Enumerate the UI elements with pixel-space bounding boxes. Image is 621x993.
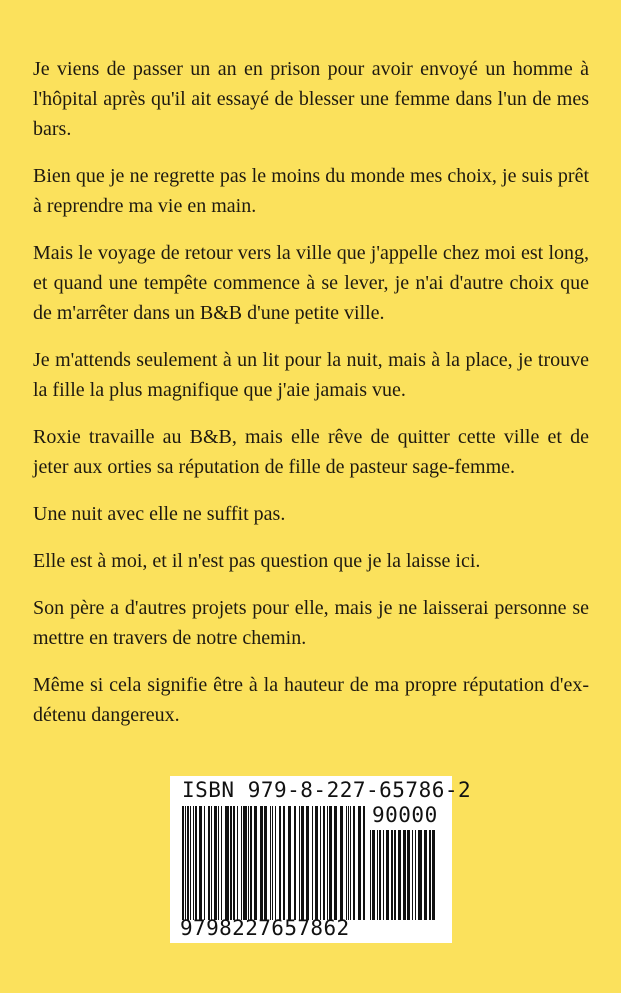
blurb-paragraph: Même si cela signifie être à la hauteur de ma propre réputation d'ex-détenu dangereux. <box>33 674 589 726</box>
barcode-bars <box>182 806 366 920</box>
barcode-bar <box>254 806 257 920</box>
blurb-paragraph: Elle est à moi, et il n'est pas question que je la laisse ici. <box>33 550 481 572</box>
barcode-bar <box>340 806 343 920</box>
barcode-bar <box>383 830 384 920</box>
barcode-bar <box>329 806 332 920</box>
barcode-bar <box>379 830 381 920</box>
barcode-bar <box>195 806 197 920</box>
barcode-bar <box>398 830 401 920</box>
barcode-bar <box>211 806 212 920</box>
blurb-paragraph: Bien que je ne regrette pas le moins du monde mes choix, je suis prêt à reprendre ma vie en main. <box>33 165 589 217</box>
barcode-bar <box>327 806 328 920</box>
back-cover-blurb <box>33 54 589 747</box>
barcode-bar <box>415 830 416 920</box>
blurb-paragraph: Son père a d'autres projets pour elle, mais je ne laisserai personne se mettre en travers de notre chemin. <box>33 597 589 649</box>
blurb-paragraph: Je viens de passer un an en prison pour avoir envoyé un homme à l'hôpital après qu'il ait essayé de blesser une femme dans l'un de mes bars. <box>33 58 589 140</box>
price-code: 90000 <box>372 803 438 827</box>
barcode-bar <box>424 830 427 920</box>
barcode-bar <box>370 830 371 920</box>
barcode-bar <box>214 806 217 920</box>
blurb-paragraph: Roxie travaille au B&B, mais elle rêve de quitter cette ville et de jeter aux orties sa réputation de fille de pasteur sage-femme. <box>33 426 589 478</box>
barcode-bar <box>407 830 410 920</box>
barcode-bar <box>250 806 252 920</box>
barcode-bar <box>372 830 375 920</box>
barcode-bar <box>348 806 349 920</box>
barcode-bar <box>204 806 205 920</box>
barcode-bar <box>299 806 300 920</box>
blurb-paragraph: Je m'attends seulement à un lit pour la nuit, mais à la place, je trouve la fille la plus magnifique que j'aie jamais vue. <box>33 349 589 401</box>
barcode-digits: 9798227657862 <box>180 916 350 940</box>
barcode-bar <box>353 806 355 920</box>
barcode-bar <box>412 830 413 920</box>
barcode-bar <box>358 806 361 920</box>
barcode-bar <box>432 830 435 920</box>
barcode-bar <box>260 806 263 920</box>
barcode-bar <box>377 830 378 920</box>
barcode-bar <box>199 806 202 920</box>
barcode-bar <box>429 830 431 920</box>
barcode-bar <box>275 806 276 920</box>
addon-barcode-bars <box>370 830 438 920</box>
barcode-bar <box>182 806 184 920</box>
barcode-bar <box>218 806 219 920</box>
barcode-bar <box>237 806 238 920</box>
isbn-barcode <box>170 776 472 943</box>
barcode-bar <box>187 806 189 920</box>
barcode-bar <box>185 806 186 920</box>
barcode-bar <box>320 806 321 920</box>
barcode-bar <box>221 806 222 920</box>
barcode-bar <box>306 806 309 920</box>
barcode-bar <box>394 830 396 920</box>
barcode-bar <box>270 806 271 920</box>
barcode-bar <box>279 806 281 920</box>
barcode-bar <box>193 806 194 920</box>
barcode-bar <box>403 830 406 920</box>
barcode-bar <box>386 830 389 920</box>
barcode-bar <box>391 830 393 920</box>
barcode-bar <box>272 806 273 920</box>
barcode-bar <box>315 806 318 920</box>
blurb-paragraph: Mais le voyage de retour vers la ville que j'appelle chez moi est long, et quand une tempête commence à se lever, je n'ai d'autre choix que de m'arrêter dans un B&B d'une petite ville. <box>33 242 589 324</box>
barcode-bar <box>208 806 210 920</box>
barcode-bar <box>225 806 229 920</box>
isbn-label: ISBN 979-8-227-65786-2 <box>182 778 472 802</box>
barcode-bar <box>241 806 242 920</box>
barcode-bar <box>350 806 351 920</box>
barcode-bar <box>264 806 267 920</box>
barcode-bar <box>301 806 304 920</box>
barcode-bar <box>288 806 291 920</box>
barcode-bar <box>248 806 249 920</box>
barcode-bar <box>233 806 235 920</box>
barcode-bar <box>363 806 365 920</box>
blurb-paragraph: Une nuit avec elle ne suffit pas. <box>33 503 286 525</box>
barcode-bar <box>418 830 422 920</box>
barcode-bar <box>312 806 313 920</box>
barcode-bar <box>294 806 296 920</box>
barcode-bar <box>243 806 247 920</box>
barcode-bar <box>323 806 325 920</box>
barcode-bar <box>346 806 347 920</box>
barcode-bar <box>334 806 337 920</box>
barcode-bar <box>283 806 285 920</box>
barcode-bar <box>230 806 232 920</box>
barcode-bar <box>190 806 191 920</box>
